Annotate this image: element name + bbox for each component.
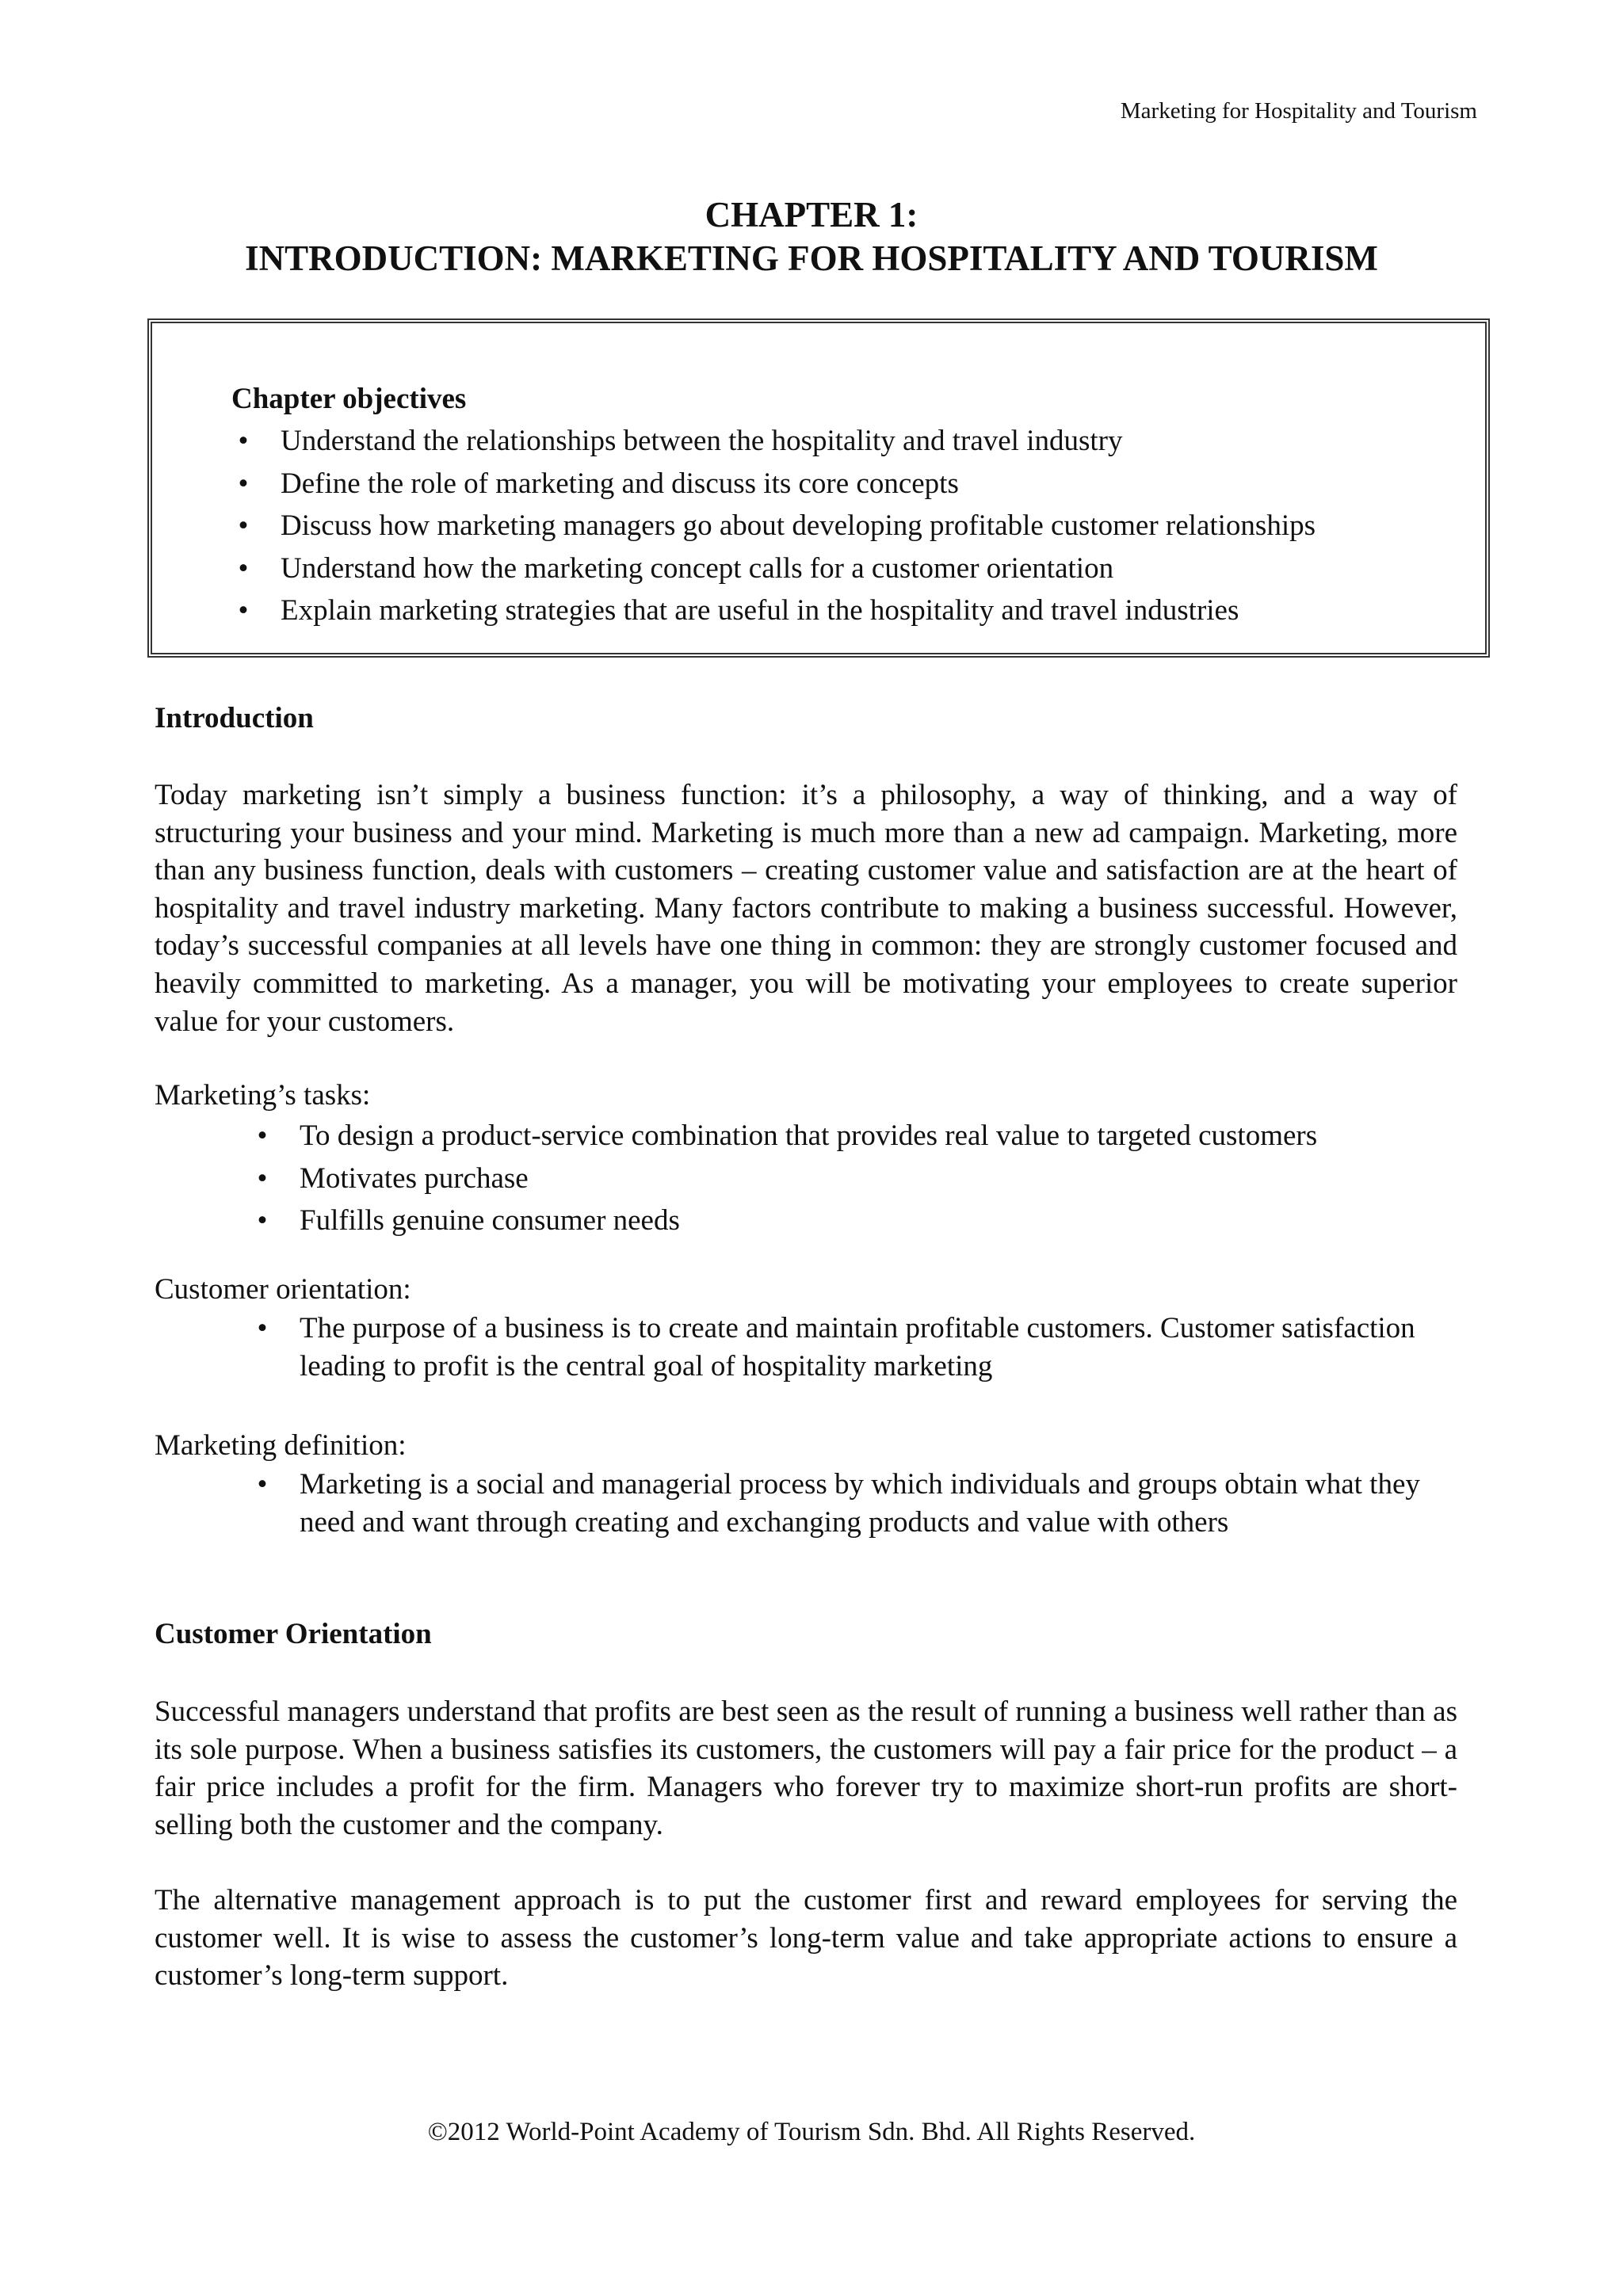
task-item: • Motivates purchase [250,1158,1317,1200]
objective-item: • Understand the relationships between the hospitality and travel industry [231,420,1316,463]
running-header: Marketing for Hospitality and Tourism [1120,98,1477,124]
objectives-list [231,420,1316,632]
definition-list [250,1466,1457,1542]
bullet-icon: • [257,1204,268,1237]
task-item: • Fulfills genuine consumer needs [250,1199,1317,1242]
objectives-heading: Chapter objectives [231,383,467,415]
definition-label: Marketing definition: [155,1429,407,1462]
bullet-icon: • [257,1312,268,1344]
bullet-icon: • [257,1161,268,1195]
objective-item: • Explain marketing strategies that are useful in the hospitality and travel industries [231,589,1316,632]
objective-item: • Define the role of marketing and discuss its core concepts [231,463,1316,505]
bullet-icon: • [238,594,249,627]
introduction-heading: Introduction [155,702,314,734]
chapter-number: CHAPTER 1: [705,195,918,235]
bullet-icon: • [238,425,249,457]
orientation-label: Customer orientation: [155,1273,411,1306]
bullet-icon: • [257,1119,268,1152]
objectives-box [147,318,1490,658]
customer-orientation-paragraph-2: The alternative management approach is to put the customer first and reward employees for serving the customer well. It is wise to assess the customer’s long-term value and take appropriate actions to ensure a customer’s long-term support. [155,1884,1457,1993]
task-item: • To design a product-service combination that provides real value to targeted customers [250,1115,1317,1158]
objective-item: • Discuss how marketing managers go about developing profitable customer relationships [231,505,1316,547]
bullet-icon: • [238,467,249,500]
bullet-icon: • [257,1468,268,1501]
customer-orientation-paragraph-1: Successful managers understand that profits are best seen as the result of running a business well rather than as its sole purpose. When a business satisfies its customers, the customers will pay a fair price for the product – a fair price includes a profit for the firm. Managers who forever try to maximize short-run profits are short-selling both the customer and the company. [155,1695,1457,1841]
tasks-list [250,1115,1317,1242]
customer-orientation-heading: Customer Orientation [155,1618,432,1650]
objective-item: • Understand how the marketing concept calls for a customer orientation [231,547,1316,590]
orientation-item: • The purpose of a business is to create and maintain profitable customers. Customer satisfaction leading to profit is the central goal of hospitality marketing [250,1310,1457,1386]
definition-item: • Marketing is a social and managerial process by which individuals and groups obtain what they need and want through creating and exchanging products and value with others [250,1466,1457,1542]
orientation-list [250,1310,1457,1386]
chapter-name: INTRODUCTION: MARKETING FOR HOSPITALITY AND TOURISM [245,238,1378,278]
tasks-label: Marketing’s tasks: [155,1079,371,1112]
bullet-icon: • [238,509,249,542]
copyright-footer: ©2012 World-Point Academy of Tourism Sdn. Bhd. All Rights Reserved. [427,2118,1196,2146]
bullet-icon: • [238,551,249,585]
chapter-title [0,193,1623,280]
introduction-paragraph: Today marketing isn’t simply a business function: it’s a philosophy, a way of thinking, and a way of structuring your business and your mind. Marketing is much more than a new ad campaign. Marketing, more than any business function, deals with customers – creating customer value and satisfaction are at the heart of hospitality and travel industry marketing. Many factors contribute to making a business successful. However, today’s successful companies at all levels have one thing in common: they are strongly customer focused and heavily committed to marketing. As a manager, you will be motivating your employees to create superior value for your customers. [155,779,1457,1038]
